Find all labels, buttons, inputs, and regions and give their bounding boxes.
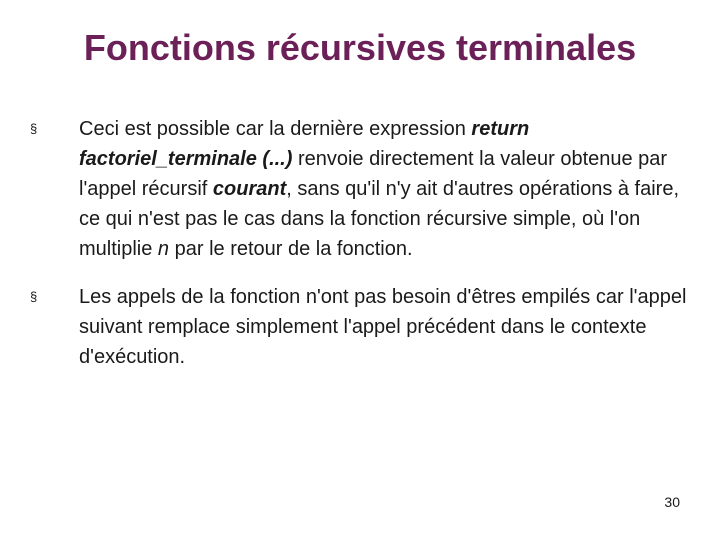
- bullet-item: [30, 282, 695, 372]
- bullet-marker-icon: §: [30, 289, 38, 304]
- bullet-text: Les appels de la fonction n'ont pas besoin d'êtres empilés car l'appel suivant remplace simplement l'appel précédent dans le contexte d'exécution.: [79, 286, 687, 368]
- variable-name: n: [157, 238, 170, 260]
- emphasized-term: courant: [212, 178, 287, 200]
- bullet-list: [30, 114, 695, 390]
- bullet-text-segment: , sans qu'il n'y ait d'autres opérations à faire, ce qui n'est pas le cas dans la fonction récursive simple, où l'on multiplie: [79, 178, 680, 260]
- page-number: 30: [664, 494, 680, 510]
- slide-title: Fonctions récursives terminales: [83, 27, 637, 68]
- bullet-text-segment: par le retour de la fonction.: [169, 238, 413, 260]
- bullet-item: [30, 114, 695, 264]
- code-expression: return factoriel_terminale (...): [79, 118, 530, 170]
- bullet-text-segment: renvoie directement la valeur obtenue par l'appel récursif: [79, 148, 668, 200]
- bullet-marker-icon: §: [30, 121, 38, 136]
- bullet-text-segment: Ceci est possible car la dernière expression: [79, 118, 472, 140]
